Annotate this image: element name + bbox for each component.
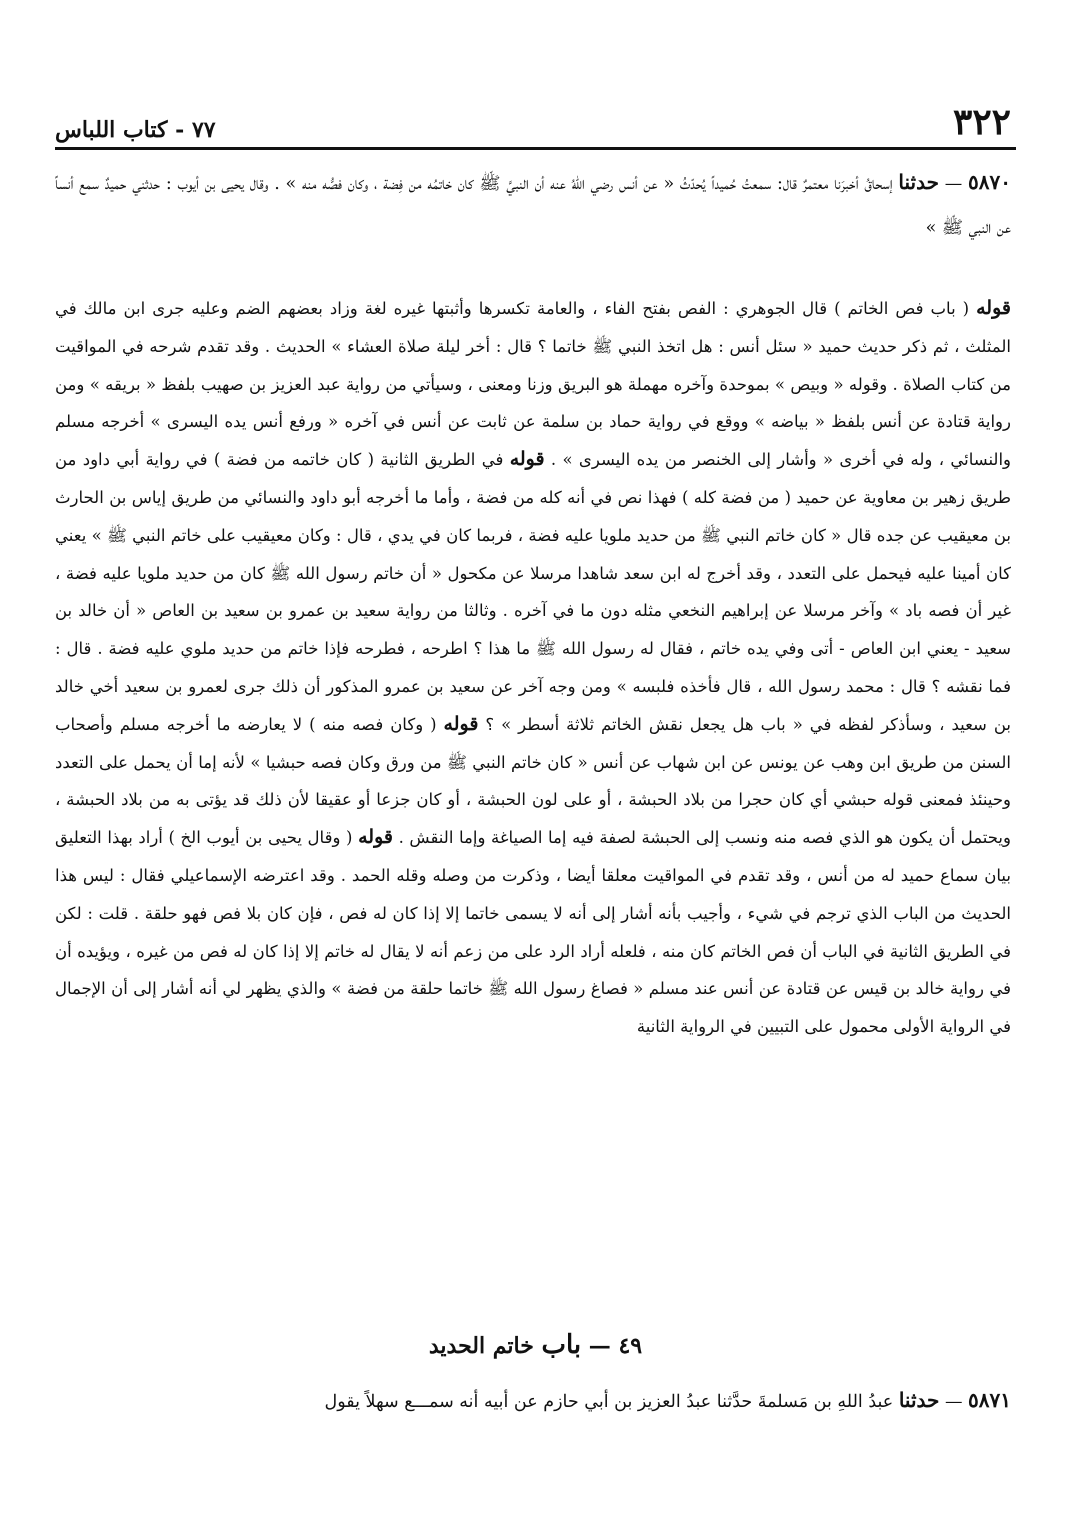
section-number: ٤٩ bbox=[618, 1333, 643, 1359]
commentary-label: قوله bbox=[976, 297, 1011, 319]
commentary-text: ( باب فص الخاتم ) قال الجوهري : الفص بفتح الفاء ، والعامة تكسرها وأثبتها غيره لغة وزاد بعضهم الضم وعليه جرى ابن مالك في المثلث ، ثم ذكر حديث حميد « سئل أنس : هل اتخذ النبي ﷺ خاتما ؟ قال : أخر ليلة صلاة العشاء » الحديث . وقد تقدم شرحه في المواقيت من كتاب الصلاة . وقوله « وبيص » بموحدة وآخره مهملة هو البريق وزنا ومعنى ، وسيأتي من رواية عبد العزيز بن صهيب بلفظ « بريقه » ومن رواية قتادة عن أنس بلفظ « بياضه » ووقع في رواية حماد بن سلمة عن ثابت عن أنس في آخره « ورفع أنس يده اليسرى » أخرجه مسلم والنسائي ، وله في أخرى « وأشار إلى الخنصر من يده اليسرى » . bbox=[55, 299, 1012, 470]
hadith-number: ٥٨٧٠ bbox=[967, 170, 1011, 194]
commentary-label: قوله bbox=[443, 712, 479, 735]
haddathana-label: حدثنا bbox=[898, 170, 939, 194]
hadith-text: عبدُ اللهِ بن مَسلمةَ حدَّثنا عبدُ العزيز بن أبي حازم عن أبيه أنه سمـــع سهلاً يقول bbox=[324, 1392, 894, 1412]
commentary-text: ( وكان فصه منه ) لا يعارضه ما أخرجه مسلم وأصحاب السنن من طريق ابن وهب عن يونس عن ابن شهاب عن أنس « كان خاتم النبي ﷺ من ورق وكان فصه حبشيا » لأنه إما أن يحمل على التعدد وحينئذ فمعنى قوله حبشي أي كان حجرا من بلاد الحبشة ، أو على لون الحبشة ، أو كان جزعا أو عقيقا لأن ذلك قد يؤتى به من بلاد الحبشة ، ويحتمل أن يكون هو الذي فصه منه ونسب إلى الحبشة لصفة فيه إما الصياغة وإما النقش . bbox=[55, 714, 1011, 848]
commentary bbox=[55, 290, 1011, 1046]
page-number: ٣٢٢ bbox=[952, 101, 1011, 143]
section-title: خاتم الحديد bbox=[428, 1333, 534, 1359]
hadith-text: إسحاقُ أخبرَنا معتمرٌ قال: سمعتُ حُميداً يُحدّثُ « عن أنس رضي اللهُ عنه أن النبيَّ ﷺ كان خاتمُه من فِضة ، وكان فصُّه منه » . وقال يحيى بن أيوب : حدثني حميدٌ سمع أنساً عن النبي ﷺ » bbox=[55, 174, 1011, 238]
hadith-5871: ٥٨٧١ — حدثنا عبدُ اللهِ بن مَسلمةَ حدَّثنا عبدُ العزيز بن أبي حازم عن أبيه أنه سمـــع سهلاً يقول bbox=[324, 1388, 1011, 1412]
section-heading: ٤٩ — باب خاتم الحديد bbox=[428, 1330, 643, 1360]
section-bab-word: باب bbox=[541, 1330, 582, 1360]
chapter-title: ٧٧ - كتاب اللباس bbox=[55, 117, 216, 143]
commentary-text: في الطريق الثانية ( كان خاتمه من فضة ) في رواية أبي داود من طريق زهير بن معاوية عن حميد ( من فضة كله ) فهذا نص في أنه كله من فضة ، وأما ما أخرجه أبو داود والنسائي من طريق إياس بن الحارث بن معيقيب عن جده قال « كان خاتم النبي ﷺ من حديد ملويا عليه فضة ، فربما كان في يدي ، قال : وكان معيقيب على خاتم النبي ﷺ » يعني كان أمينا عليه فيحمل على التعدد ، وقد أخرج له ابن سعد شاهدا مرسلا عن مكحول « أن خاتم رسول الله ﷺ كان من حديد ملويا عليه فضة ، غير أن فصه باد » وآخر مرسلا عن إبراهيم النخعي مثله دون ما في آخره . وثالثا من رواية سعيد بن عمرو بن سعيد بن العاص « أن خالد بن سعيد - يعني ابن العاص - أتى وفي يده خاتم ، فقال له رسول الله ﷺ ما هذا ؟ اطرحه ، فطرحه فإذا خاتم من حديد ملوي عليه فضة . قال : فما نقشه ؟ قال : محمد رسول الله ، قال فأخذه فلبسه » ومن وجه آخر عن سعيد بن عمرو المذكور أن ذلك جرى لعمرو بن سعيد أخي خالد بن سعيد ، وسأذكر لفظه في « باب هل يجعل نقش الخاتم ثلاثة أسطر » ؟ bbox=[55, 450, 1011, 734]
page-header bbox=[55, 95, 1011, 143]
commentary-label: قوله bbox=[358, 826, 393, 849]
header-divider bbox=[55, 147, 1016, 150]
hadith-5870: ٥٨٧٠ — حدثنا إسحاقُ أخبرَنا معتمرٌ قال: سمعتُ حُميداً يُحدّثُ « عن أنس رضي اللهُ عنه أن النبيَّ ﷺ كان خاتمُه من فِضة ، وكان فصُّه منه » . وقال يحيى بن أيوب : حدثني حميدٌ سمع أنساً عن النبي ﷺ » bbox=[55, 170, 1011, 238]
haddathana-label: حدثنا bbox=[898, 1388, 940, 1412]
commentary-label: قوله bbox=[509, 448, 545, 471]
hadith-number: ٥٨٧١ bbox=[968, 1388, 1011, 1412]
commentary-text: ( وقال يحيى بن أيوب الخ ) أراد بهذا التعليق بيان سماع حميد له من أنس ، وقد تقدم في المواقيت معلقا أيضا ، وذكرت من وصله وقله الحمد . وقد اعترضه الإسماعيلي فقال : ليس هذا الحديث من الباب الذي ترجم في شيء ، وأجيب بأنه أشار إلى أنه لا يسمى خاتما إلا إذا كان له فص ، فإن كان بلا فص فهو حلقة . قلت : لكن في الطريق الثانية في الباب أن فص الخاتم كان منه ، فلعله أراد الرد على من زعم أنه لا يقال له خاتم إلا إذا كان له فص من غيره ، ويؤيده أن في رواية خالد بن قيس عن قتادة عن أنس عند مسلم « فصاغ رسول الله ﷺ خاتما حلقة من فضة » والذي يظهر لي أنه أشار إلى أن الإجمال في الرواية الأولى محمول على التبيين في الرواية الثانية bbox=[55, 828, 1011, 1037]
